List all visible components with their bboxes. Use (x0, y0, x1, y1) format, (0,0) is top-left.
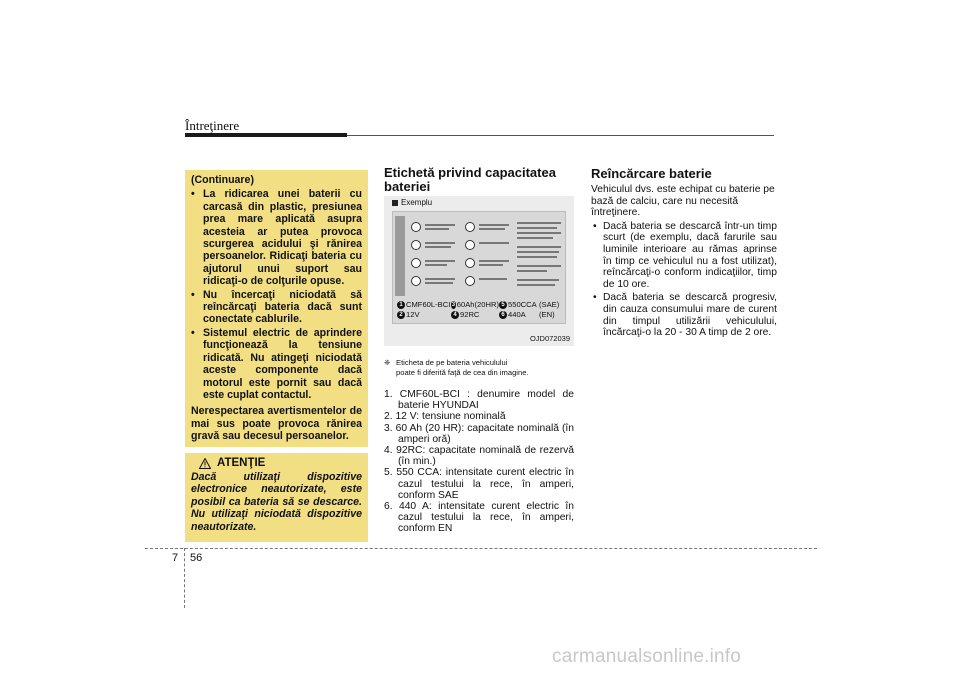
spec-text: 60Ah(20HR) (456, 300, 499, 309)
note-line: Eticheta de pe bateria vehiculului (396, 358, 508, 367)
label-section-heading: Etichetă privind capacitatea bateriei (384, 165, 556, 194)
spec-number: 4 (451, 311, 459, 319)
note-mark-icon: ❈ (384, 358, 391, 367)
spec-text: 92RC (460, 310, 480, 319)
warning-final-text: Nerespectarea avertismentelor de mai sus poate provoca rănirea gravă sau decesul persoanelor. (191, 405, 362, 443)
label-text-line (517, 232, 561, 234)
label-text-line (425, 246, 451, 248)
label-text-line (517, 251, 559, 253)
label-middle-column (463, 218, 515, 298)
label-text-line (517, 279, 559, 281)
label-text-line (517, 222, 561, 224)
label-text-line (517, 227, 557, 229)
label-text-line (517, 256, 557, 258)
warning-item: • La ridicarea unei baterii cu carcasă din plastic, presiunea prea mare aplicată asupra acesteia ar putea provoca scurgerea acidului şi rănirea persoanelor. Ridicaţi bateria cu ajutorul unui suport sau ridicaţi-o de colţurile opuse. (191, 188, 362, 287)
specs-row (397, 310, 563, 320)
list-item: 3. 60 Ah (20 HR): capacitate nominală (în amperi oră) (384, 422, 574, 445)
warning-triangle-icon (199, 458, 211, 469)
watermark: carmanualsonline.info (552, 646, 742, 667)
label-text-line (479, 264, 503, 266)
spec-cell (397, 300, 451, 310)
warning-item: • Nu încercaţi niciodată să reîncărcaţi bateria dacă sunt conectate cablurile. (191, 289, 362, 326)
label-text-line (425, 228, 449, 230)
recycle-icon (465, 258, 475, 268)
list-item: 2. 12 V: tensiune nominală (384, 411, 506, 423)
spec-cell (451, 310, 499, 320)
label-text-line (517, 265, 561, 267)
label-text-line (479, 242, 509, 244)
spec-cell (499, 300, 539, 310)
label-text-line (479, 228, 505, 230)
recharge-heading: Reîncărcare baterie (591, 166, 712, 181)
spec-number: 2 (397, 311, 405, 319)
spec-number: 6 (499, 311, 507, 319)
label-text-line (517, 270, 547, 272)
warning-list (191, 188, 362, 401)
recharge-body (591, 184, 777, 341)
eye-protection-icon (411, 240, 421, 250)
spec-cell (451, 300, 499, 310)
image-code: OJD072039 (529, 334, 570, 343)
spec-text: 440A (508, 310, 526, 319)
list-item: 1. CMF60L-BCI : denumire model de baterie HYUNDAI (384, 389, 574, 412)
spec-cell (539, 310, 555, 320)
spec-text: 12V (406, 310, 420, 319)
label-text-line (479, 224, 509, 226)
recharge-intro: Vehiculul dvs. este echipat cu baterie pe bază de calciu, care nu necesită întreţinere. (591, 184, 775, 219)
footer-rule (145, 548, 817, 549)
list-item: 6. 440 A: intensitate curent electric în cazul testului la rece, în amperi, conform EN (384, 501, 574, 535)
spec-number: 1 (397, 301, 405, 309)
recharge-item: • Dacă bateria se descarcă progresiv, din cauza consumului mare de curent din timpul utilizării vehiculului, încărcaţi-o la 20 - 30 A timp de 2 ore. (591, 292, 777, 338)
label-text-line (425, 242, 455, 244)
warning-item: • Sistemul electric de aprindere funcţionează la tensiune ridicată. Nu atingeţi niciodată aceste componente dacă motorul este pornit sau dacă este cuplat contactul. (191, 327, 362, 401)
battery-label-figure (384, 196, 574, 346)
note-line: poate fi diferită faţă de cea din imagine. (396, 368, 529, 377)
label-text-line (517, 284, 555, 286)
page-number: 56 (190, 552, 203, 564)
attention-header (191, 457, 362, 469)
header-bar (185, 133, 347, 137)
spec-description-list (384, 389, 574, 535)
spec-number: 5 (499, 301, 507, 309)
specs-row (397, 300, 563, 310)
label-text-line (517, 246, 561, 248)
label-text-line (425, 282, 453, 284)
recharge-list (591, 221, 777, 339)
label-text-line (425, 264, 447, 266)
label-text-line (425, 260, 455, 262)
header-rule (347, 135, 774, 136)
chapter-number: 7 (172, 552, 179, 564)
attention-body: Dacă utilizaţi dispozitive electronice neautorizate, este posibil ca bateria să se descarce. Nu utilizaţi niciodată dispozitive neautorizate. (191, 471, 362, 533)
label-specs (397, 300, 563, 320)
child-warning-icon (411, 258, 421, 268)
label-text-line (479, 260, 509, 262)
spec-text: 550CCA (508, 300, 537, 309)
label-text-line (425, 278, 455, 280)
spec-text: (SAE) (539, 300, 560, 309)
label-text-line (517, 237, 553, 239)
explosion-icon (465, 222, 475, 232)
recharge-item: • Dacă bateria se descarcă într-un timp scurt (de exemplu, dacă farurile sau luminile interioare au rămas aprinse în timp ce vehiculul nu a fost utilizat), reîncărcaţi-o conform indicaţiilor, timp de 10 ore. (591, 221, 777, 291)
spec-cell (499, 310, 539, 320)
battery-label-photo (392, 211, 566, 324)
no-fire-icon (411, 222, 421, 232)
label-side-strip (395, 216, 405, 296)
label-text-line (425, 224, 455, 226)
label-note (384, 358, 574, 378)
page-header-title: Întreţinere (185, 118, 240, 133)
spec-cell (397, 310, 451, 320)
spec-number: 3 (451, 302, 456, 308)
manual-icon (465, 240, 475, 250)
continuation-label: (Continuare) (191, 174, 254, 186)
label-text-column (517, 218, 563, 298)
label-text-line (479, 278, 507, 280)
example-caption (392, 198, 432, 207)
spec-text: (EN) (539, 310, 555, 319)
label-warning-column (409, 218, 461, 298)
footer-divider (184, 548, 185, 608)
attention-title: ATENŢIE (217, 457, 266, 469)
example-label: Exemplu (401, 198, 433, 207)
warning-box (185, 170, 368, 447)
spec-cell (539, 300, 559, 310)
square-bullet-icon (392, 200, 398, 206)
acid-warning-icon (411, 276, 421, 286)
bin-icon (465, 276, 475, 286)
attention-box (185, 453, 368, 542)
list-item: 4. 92RC: capacitate nominală de rezervă (în min.) (384, 445, 574, 468)
spec-text: CMF60L-BCI (406, 300, 451, 309)
list-item: 5. 550 CCA: intensitate curent electric în cazul testului la rece, în amperi, conform SAE (384, 467, 574, 501)
